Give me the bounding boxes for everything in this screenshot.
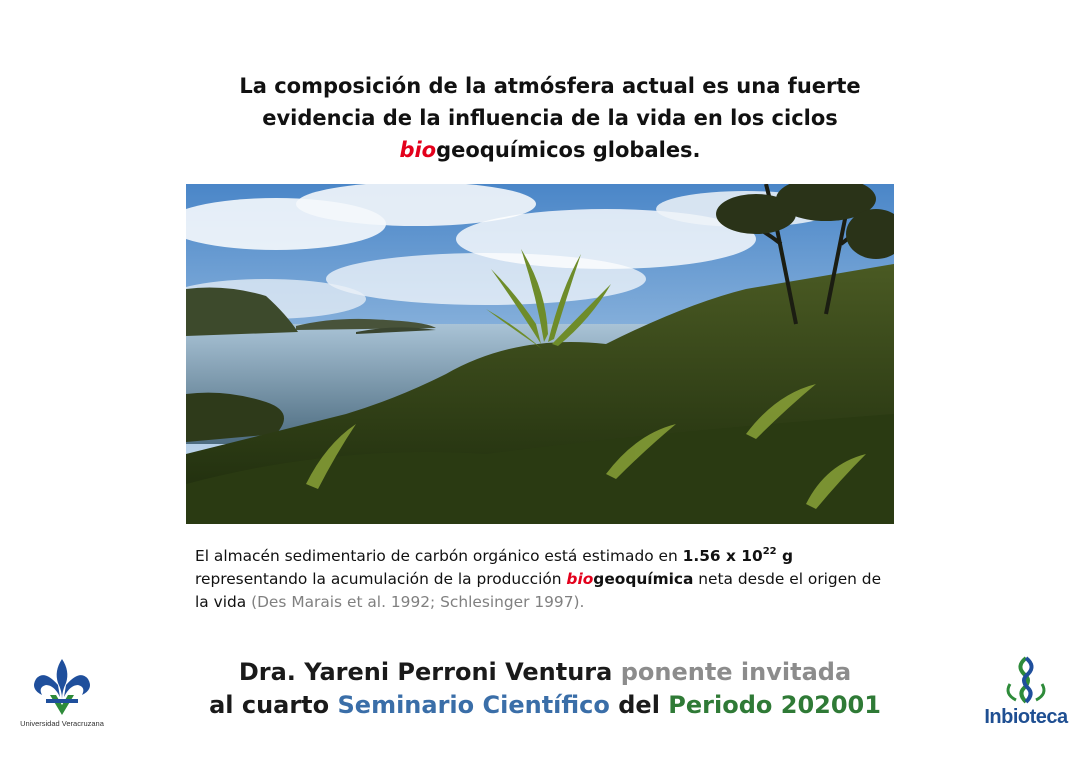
footer-line-1 xyxy=(200,656,890,689)
slide-title xyxy=(190,70,910,166)
universidad-veracruzana-logo xyxy=(14,655,110,735)
speaker-name: Dra. Yareni Perroni Ventura xyxy=(238,658,613,686)
caption-text-3: neta desde el origen de xyxy=(693,570,882,588)
caption-text-1: El almacén sedimentario de carbón orgánico está estimado en xyxy=(195,547,683,565)
speaker-role: ponente invitada xyxy=(612,658,852,686)
carbon-estimate-value xyxy=(683,547,793,565)
title-line-2: evidencia de la influencia de la vida en los ciclos xyxy=(262,106,838,130)
footer-pre: al cuarto xyxy=(209,691,338,719)
title-line-3 xyxy=(190,134,910,166)
caption-line-3 xyxy=(195,591,915,614)
value-unit: g xyxy=(776,547,794,565)
title-highlight: bio xyxy=(399,138,437,162)
title-line-3-rest: geoquímicos globales. xyxy=(436,138,701,162)
right-logo-text: Inbioteca xyxy=(984,706,1068,728)
caption-line-2 xyxy=(195,568,915,591)
speaker-footer xyxy=(200,656,890,722)
caption-line-1 xyxy=(195,545,915,568)
inbioteca-emblem-icon xyxy=(980,654,1072,706)
caption-bold-rest: geoquímica xyxy=(593,570,694,588)
value-exponent: 22 xyxy=(762,546,777,557)
footer-line-2 xyxy=(200,689,890,722)
caption-text-2: representando la acumulación de la producción xyxy=(195,570,567,588)
value-base: 1.56 x 10 xyxy=(682,547,763,565)
landscape-illustration xyxy=(186,184,894,524)
image-caption xyxy=(195,545,915,614)
inbioteca-logo xyxy=(980,654,1072,734)
caption-highlight: bio xyxy=(566,570,594,588)
prehistoric-landscape-image xyxy=(186,184,894,524)
caption-text-4: la vida xyxy=(195,593,252,611)
fleur-de-lis-icon xyxy=(14,655,110,719)
footer-mid: del xyxy=(609,691,669,719)
caption-reference: (Des Marais et al. 1992; Schlesinger 1997). xyxy=(251,593,585,611)
title-line-1: La composición de la atmósfera actual es una fuerte xyxy=(239,74,861,98)
period-name: Periodo 202001 xyxy=(668,691,881,719)
left-logo-text: Universidad Veracruzana xyxy=(20,719,104,728)
seminar-name: Seminario Científico xyxy=(337,691,610,719)
